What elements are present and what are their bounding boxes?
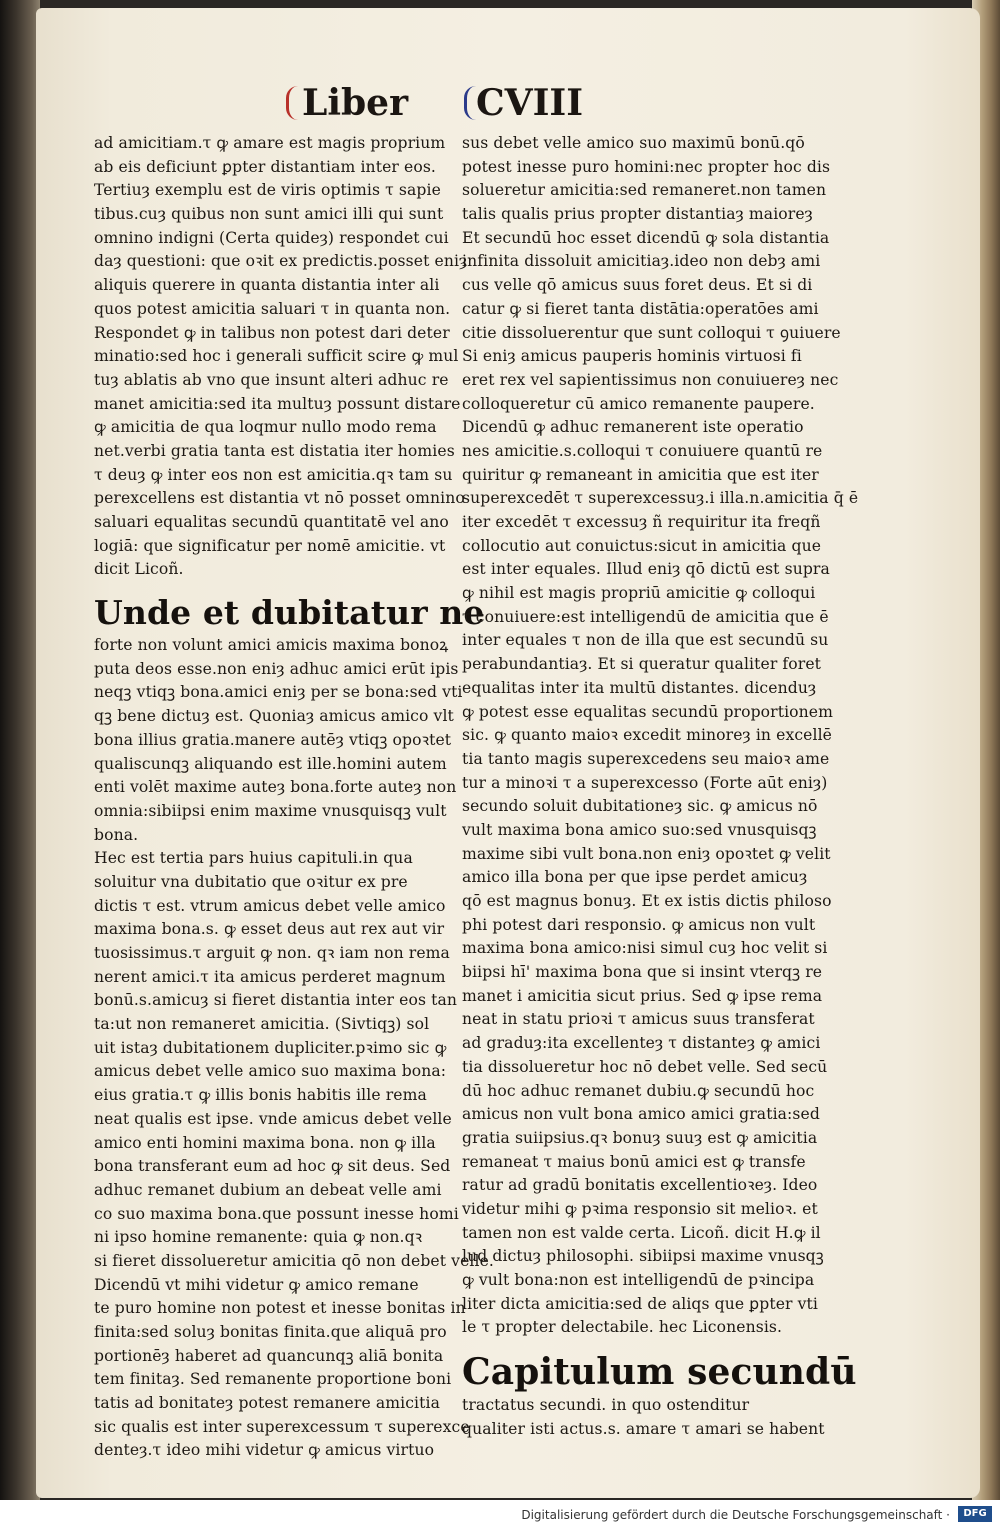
text-line: tia dissolueretur hoc nō debet velle. Sed secū (462, 1057, 828, 1076)
text-line: eret rex vel sapientissimus non conuiuereȝ nec (462, 370, 839, 389)
text-line: potest inesse puro homini:nec propter hoc dis (462, 157, 831, 176)
text-line: forte non volunt amici amicis maxima bonoꝝ (94, 636, 449, 655)
text-line: Tertiuȝ exemplu est de viris optimis τ sapie (94, 181, 441, 200)
text-line: colloqueretur cū amico remanente paupere. (462, 394, 815, 413)
text-line: ratur ad gradū bonitatis excellentioꝛeȝ. Ideo (462, 1176, 818, 1195)
text-line: perabundantiaȝ. Et si queratur qualiter foret (462, 655, 822, 674)
text-line: dū hoc adhuc remanet dubiu.ꝙ secundū hoc (462, 1081, 815, 1100)
text-line: ab eis deficiunt ꝑpter distantiam inter eos. (94, 157, 436, 176)
text-line: tractatus secundi. in quo ostenditur (462, 1396, 750, 1415)
text-line: bona illius gratia.manere autēȝ vtiqꝫ opoꝛtet (94, 730, 452, 749)
text-line: maxima bona amico:nisi simul cuȝ hoc velit si (462, 939, 828, 958)
text-line: nerent amici.τ ita amicus perderet magnum (94, 967, 446, 986)
text-line: ꝙ potest esse equalitas secundū proportionem (462, 702, 834, 721)
text-line: si fieret dissolueretur amicitia qō non debet velle. (94, 1251, 494, 1270)
text-column-right (462, 132, 859, 1441)
text-line: quos potest amicitia saluari τ in quanta non. (94, 299, 451, 318)
text-line: qualiter isti actus.s. amare τ amari se habent (462, 1419, 825, 1438)
text-line: biipsi hī' maxima bona que si insint vterqꝫ re (462, 963, 823, 982)
text-line: catur ꝙ si fieret tanta distātia:operatōes ami (462, 299, 819, 318)
text-line: amicus debet velle amico suo maxima bona: (94, 1062, 447, 1081)
text-line: neat in statu prioꝛi τ amicus suus transferat (462, 1010, 815, 1029)
text-line: sus debet velle amico suo maximū bonū.qō (462, 134, 805, 152)
text-line: ad graduȝ:ita excellenteȝ τ distanteȝ ꝙ amici (462, 1034, 821, 1053)
text-line: amico enti homini maxima bona. non ꝙ illa (94, 1133, 436, 1152)
text-line: phi potest dari responsio. ꝙ amicus non vult (462, 915, 816, 934)
text-line: Si eniȝ amicus pauperis hominis virtuosi fi (462, 347, 802, 366)
text-line: tem finitaȝ. Sed remanente proportione boni (94, 1370, 452, 1389)
left-column-block-2 (94, 634, 494, 1463)
text-line: manet i amicitia sicut prius. Sed ꝙ ipse rema (462, 986, 823, 1005)
running-header (280, 82, 600, 128)
text-line: maxima bona.s. ꝙ esset deus aut rex aut vir (94, 920, 445, 939)
text-line: talis qualis prius propter distantiaȝ maioreȝ (462, 205, 813, 224)
text-line: τ conuiuere:est intelligendū de amicitia que ē (462, 607, 829, 626)
text-line: Respondet ꝙ in talibus non potest dari deter (94, 323, 450, 342)
text-line: portionēȝ haberet ad quancunqꝫ aliā bonita (94, 1346, 444, 1365)
text-line: tuosissimus.τ arguit ꝙ non. qꝛ iam non rema (94, 944, 450, 962)
text-line: denteȝ.τ ideo mihi videtur ꝙ amicus virtuo (94, 1441, 435, 1460)
text-line: Dicendū vt mihi videtur ꝙ amico remane (94, 1275, 419, 1294)
text-line: iter excedēt τ excessuȝ ñ requiritur ita freqñ (462, 513, 821, 531)
text-line: dictis τ est. vtrum amicus debet velle amico (94, 896, 446, 915)
text-line: soluitur vna dubitatio que oꝛitur ex pre (94, 872, 408, 891)
text-line: ꝙ vult bona:non est intelligendū de pꝛincipa (462, 1271, 815, 1289)
text-line: amicus non vult bona amico amici gratia:sed (462, 1105, 820, 1124)
text-line: daȝ questioni: que oꝛit ex predictis.posset eniȝ (94, 252, 468, 271)
text-line: saluari equalitas secundū quantitatē vel ano (94, 513, 449, 531)
text-line: tuȝ ablatis ab vno que insunt alteri adhuc re (94, 370, 449, 389)
text-line: τ deuȝ ꝙ inter eos non est amicitia.qꝛ tam su (94, 465, 453, 484)
text-line: qꝫ bene dictuȝ est. Quoniaȝ amicus amico vlt (94, 707, 454, 726)
dfg-logo: DFG (958, 1506, 992, 1522)
funding-credit: Digitalisierung gefördert durch die Deutsche Forschungsgemeinschaft · (521, 1508, 950, 1522)
text-line: adhuc remanet dubium an debeat velle ami (94, 1180, 442, 1199)
text-line: amico illa bona per que ipse perdet amicuȝ (462, 868, 808, 887)
text-line: ad amicitiam.τ ꝙ amare est magis proprium (94, 134, 446, 152)
text-line: ni ipso homine remanente: quia ꝙ non.qꝛ (94, 1228, 423, 1247)
chapter-heading: Capitulum secundū (462, 1351, 857, 1394)
text-line: videtur mihi ꝙ pꝛima responsio sit melioꝛ. et (462, 1199, 818, 1218)
text-line: bonū.s.amicuȝ si fieret distantia inter eos tan (94, 991, 458, 1010)
text-line: superexcedēt τ superexcessuȝ.i illa.n.amicitia q̄ ē (462, 489, 859, 508)
text-line: net.verbi gratia tanta est distatia iter homies (94, 441, 455, 460)
text-line: bona transferant eum ad hoc ꝙ sit deus. Sed (94, 1157, 451, 1176)
text-line: omnia:sibiipsi enim maxime vnusquisqꝫ vult (94, 801, 447, 820)
text-line: ꝙ nihil est magis propriū amicitie ꝙ colloqui (462, 584, 816, 603)
text-column-left (94, 132, 494, 1463)
text-line: Hec est tertia pars huius capituli.in qua (94, 849, 413, 868)
right-column-block-1 (462, 132, 859, 1340)
text-line: puta deos esse.non eniȝ adhuc amici erūt ipis (94, 659, 459, 678)
footer-bar (0, 1500, 1000, 1528)
right-column-block-2 (462, 1394, 825, 1441)
text-line: citie dissoluerentur que sunt colloqui τ ꝯuiuere (462, 323, 841, 342)
text-line: tia tanto magis superexcedens seu maioꝛ ame (462, 749, 830, 768)
text-line: aliquis querere in quanta distantia inter ali (94, 276, 440, 295)
text-line: neat qualis est ipse. vnde amicus debet velle (94, 1109, 452, 1128)
text-line: perexcellens est distantia vt nō posset omnino (94, 489, 465, 508)
binding-edge-left (0, 0, 40, 1500)
text-line: tatis ad bonitateȝ potest remanere amicitia (94, 1394, 440, 1413)
text-line: gratia suiipsius.qꝛ bonuȝ suuȝ est ꝙ amicitia (462, 1128, 818, 1147)
text-line: manet amicitia:sed ita multuȝ possunt distare (94, 394, 461, 413)
text-line: vult maxima bona amico suo:sed vnusquisqꝫ (462, 820, 817, 839)
incipit-heading: Unde et dubitatur ne (94, 593, 485, 633)
text-line: maxime sibi vult bona.non eniȝ opoꝛtet ꝙ velit (462, 844, 831, 863)
text-line: omnino indigni (Certa quideȝ) respondet cui (94, 228, 449, 247)
text-line: neqꝫ vtiqꝫ bona.amici eniȝ per se bona:sed vti (94, 683, 463, 702)
text-line: qō est magnus bonuȝ. Et ex istis dictis philoso (462, 892, 832, 910)
text-line: sic. ꝙ quanto maioꝛ excedit minoreȝ in excellē (462, 726, 833, 745)
text-line: ta:ut non remaneret amicitia. (Sivtiqꝫ) sol (94, 1015, 430, 1034)
text-line: eius gratia.τ ꝙ illis bonis habitis ille rema (94, 1086, 427, 1105)
text-line: infinita dissoluit amicitiaȝ.ideo non debȝ ami (462, 252, 821, 271)
text-line: Dicendū ꝙ adhuc remanerent iste operatio (462, 418, 804, 437)
header-folio-number: CVIII (476, 82, 584, 124)
text-line: nes amicitie.s.colloqui τ conuiuere quantū re (462, 441, 823, 460)
text-line: liter dicta amicitia:sed de aliqs que ꝑpter vti (462, 1294, 819, 1313)
text-line: te puro homine non potest et inesse bonitas in (94, 1299, 466, 1318)
text-line: bona. (94, 825, 139, 844)
text-line: minatio:sed hoc i generali sufficit scire ꝙ mul (94, 347, 459, 366)
text-line: remaneat τ maius bonū amici est ꝙ transfe (462, 1152, 806, 1171)
text-line: tamen non est valde certa. Licoñ. dicit H.ꝙ il (462, 1223, 821, 1242)
text-line: qualiscunqꝫ aliquando est ille.homini autem (94, 754, 447, 773)
text-line: cus velle qō amicus suus foret deus. Et si di (462, 276, 813, 295)
text-line: tibus.cuȝ quibus non sunt amici illi qui sunt (94, 205, 444, 224)
text-line: quiritur ꝙ remaneant in amicitia que est iter (462, 465, 819, 484)
text-line: finita:sed soluȝ bonitas finita.que aliquā pro (94, 1323, 447, 1341)
text-line: le τ propter delectabile. hec Liconensis. (462, 1318, 783, 1337)
text-line: est inter equales. Illud eniȝ qō dictū est supra (462, 560, 830, 579)
text-line: tur a minoꝛi τ a superexcesso (Forte aūt eniȝ) (462, 773, 828, 792)
text-line: equalitas inter ita multū distantes. dicenduȝ (462, 678, 817, 697)
text-line: co suo maxima bona.que possunt inesse homi (94, 1204, 459, 1223)
text-line: dicit Licoñ. (94, 560, 184, 579)
text-line: enti volēt maxime auteȝ bona.forte auteȝ non (94, 778, 457, 797)
left-column-block-1 (94, 132, 468, 582)
text-line: uit istaȝ dubitationem dupliciter.pꝛimo sic ꝙ (94, 1038, 447, 1057)
text-line: Et secundū hoc esset dicendū ꝙ sola distantia (462, 228, 830, 247)
text-line: secundo soluit dubitationeȝ sic. ꝙ amicus nō (462, 797, 818, 816)
text-line: lud dictuȝ philosophi. sibiipsi maxime vnusqꝫ (462, 1247, 824, 1266)
text-line: ꝙ amicitia de qua loqmur nullo modo rema (94, 418, 437, 437)
text-line: collocutio aut conuictus:sicut in amicitia que (462, 536, 822, 555)
text-line: solueretur amicitia:sed remaneret.non tamen (462, 181, 827, 200)
text-line: inter equales τ non de illa que est secundū su (462, 631, 829, 650)
header-liber: Liber (302, 82, 409, 124)
text-line: sic qualis est inter superexcessum τ superexce (94, 1417, 470, 1436)
text-line: logiā: que significatur per nomē amicitie. vt (94, 536, 446, 555)
